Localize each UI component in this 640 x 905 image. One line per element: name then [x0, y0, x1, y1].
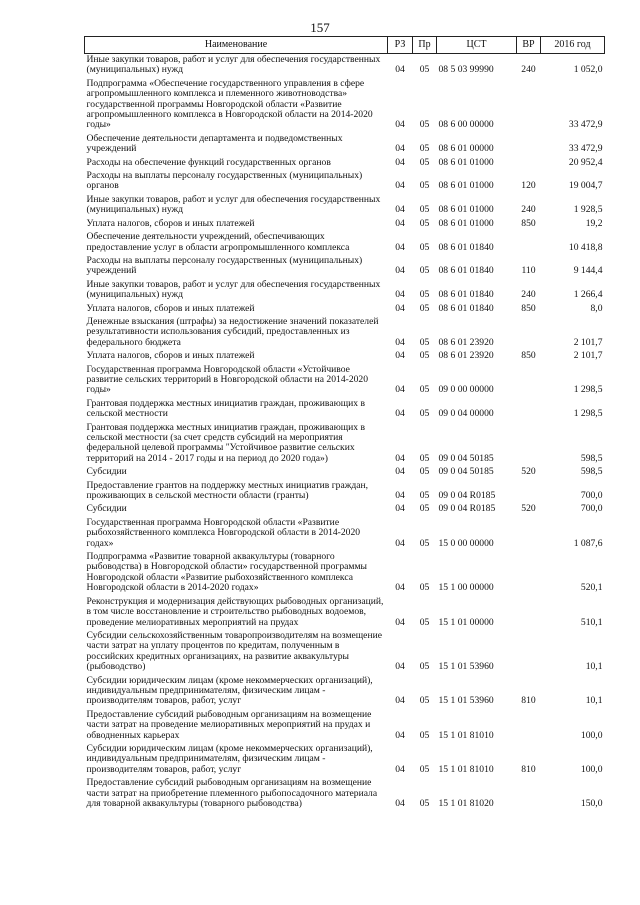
- row-pr: 05: [419, 537, 430, 549]
- row-pr: 05: [419, 156, 430, 168]
- row-value: 598,5: [580, 452, 603, 464]
- row-pr: 05: [419, 616, 430, 628]
- row-name: Иные закупки товаров, работ и услуг для обеспечения государственных (муниципальных) нужд: [86, 278, 381, 301]
- row-name: Субсидии: [86, 466, 127, 478]
- row-name: Подпрограмма «Обеспечение государственного управления в сфере агропромышленного комплекса и племенного животноводства» государственной программы Новгородской области «Развитие агропромышленного комплекса в Новгородской области на 2014-2020 годы»: [86, 77, 373, 131]
- table-row: [85, 480, 605, 504]
- row-cst: 08 6 01 01840: [438, 302, 494, 314]
- row-rz: 04: [395, 798, 405, 809]
- row-cst: 09 0 00 00000: [438, 384, 494, 396]
- header-name: Наименование: [85, 37, 388, 54]
- row-rz: 04: [395, 582, 405, 594]
- table-row: [85, 743, 605, 777]
- table-row: [85, 303, 605, 316]
- row-vr: [517, 398, 541, 422]
- row-value: 700,0: [580, 490, 603, 502]
- row-pr: 05: [419, 695, 430, 707]
- row-value: 100,0: [580, 763, 603, 775]
- table-row: [85, 78, 605, 133]
- row-vr: 240: [521, 64, 536, 76]
- row-rz: 04: [395, 490, 405, 502]
- row-value: 20 952,4: [568, 156, 603, 168]
- row-vr: [517, 630, 541, 675]
- row-name: Предоставление грантов на поддержку местных инициатив граждан, проживающих в сельской местности области (гранты): [86, 479, 369, 502]
- row-name: Грантовая поддержка местных инициатив граждан, проживающих в сельской местности: [86, 397, 365, 420]
- row-cst: 08 6 01 01000: [438, 204, 494, 216]
- row-rz: 04: [395, 302, 405, 314]
- row-name: Субсидии: [86, 503, 127, 515]
- row-pr: 05: [419, 798, 430, 809]
- row-rz: 04: [395, 336, 405, 348]
- row-rz: 04: [395, 408, 405, 420]
- table-row: [85, 364, 605, 398]
- row-vr: [517, 551, 541, 596]
- row-name: Субсидии юридическим лицам (кроме некоммерческих организаций), индивидуальным предпринимателям, физическим лицам - производителям товаров, работ, услуг: [86, 742, 373, 775]
- row-value: 2 101,7: [573, 350, 603, 362]
- row-name: Денежные взыскания (штрафы) за недостижение значений показателей результативности использования субсидий, предоставленных из федерального бюджета: [86, 315, 379, 348]
- row-rz: 04: [395, 265, 405, 277]
- row-pr: 05: [419, 143, 430, 155]
- row-name: Уплата налогов, сборов и иных платежей: [86, 302, 255, 314]
- table-row: [85, 350, 605, 363]
- row-rz: 04: [395, 217, 405, 229]
- row-pr: 05: [419, 180, 430, 192]
- table-row: [85, 466, 605, 479]
- row-cst: 15 1 01 00000: [438, 616, 494, 628]
- table-row: [85, 218, 605, 231]
- table-row: [85, 157, 605, 170]
- row-vr: [517, 422, 541, 467]
- row-value: 598,5: [580, 466, 603, 478]
- row-name: Расходы на выплаты персоналу государственных (муниципальных) учреждений: [86, 254, 363, 277]
- row-rz: 04: [395, 204, 405, 216]
- row-value: 19 004,7: [568, 180, 603, 192]
- table-row: [85, 422, 605, 467]
- row-vr: 850: [521, 302, 536, 314]
- header-vr: ВР: [517, 37, 541, 54]
- row-cst: 15 1 01 53960: [438, 661, 494, 673]
- row-name: Уплата налогов, сборов и иных платежей: [86, 350, 255, 362]
- row-name: Предоставление субсидий рыбоводным организациям на возмещение части затрат на проведение мелиоративных мероприятий на прудах и обводненных карьерах: [86, 708, 372, 741]
- row-rz: 04: [395, 503, 405, 515]
- row-pr: 05: [419, 582, 430, 594]
- row-value: 1 298,5: [573, 408, 603, 420]
- row-name: Иные закупки товаров, работ и услуг для обеспечения государственных (муниципальных) нужд: [86, 193, 381, 216]
- row-value: 510,1: [580, 616, 603, 628]
- row-name: Реконструкция и модернизация действующих рыбоводных организаций, в том числе восстановление и строительство рыбоводных водоемов, проведение мелиоративных мероприятий на прудах: [86, 595, 384, 628]
- table-row: [85, 630, 605, 675]
- budget-table: [84, 36, 605, 811]
- row-vr: 240: [521, 204, 536, 216]
- row-rz: 04: [395, 695, 405, 707]
- row-name: Обеспечение деятельности учреждений, обеспечивающих предоставление услуг в области агропромышленного комплекса: [86, 231, 350, 253]
- row-vr: [517, 78, 541, 133]
- row-vr: [517, 316, 541, 350]
- row-vr: [517, 709, 541, 743]
- row-cst: 08 6 01 01000: [438, 217, 494, 229]
- row-cst: 08 6 01 23920: [438, 350, 494, 362]
- table-row: [85, 596, 605, 630]
- row-value: 10 418,8: [568, 241, 603, 253]
- row-cst: 08 6 01 23920: [438, 336, 494, 348]
- row-cst: 15 1 01 81010: [438, 763, 494, 775]
- row-vr: 520: [521, 503, 536, 515]
- row-cst: 08 6 01 01840: [438, 289, 494, 301]
- row-name: Субсидии сельскохозяйственным товаропроизводителям на возмещение части затрат на уплату процентов по кредитам, полученным в российских кредитных организациях, на развитие аквакультуры (рыбоводство): [86, 629, 382, 673]
- row-rz: 04: [395, 729, 405, 741]
- row-value: 33 472,9: [568, 143, 603, 155]
- row-value: 19,2: [585, 217, 603, 229]
- row-value: 1 087,6: [573, 537, 603, 549]
- table-row: [85, 255, 605, 279]
- row-name: Предоставление субсидий рыбоводным организациям на возмещение части затрат на приобретение племенного рыбопосадочного материала для товарной аквакультуры (товарного рыбоводства): [86, 777, 378, 809]
- row-vr: [517, 157, 541, 170]
- table-row: [85, 398, 605, 422]
- row-cst: 08 6 01 01000: [438, 180, 494, 192]
- row-rz: 04: [395, 384, 405, 396]
- row-name: Подпрограмма «Развитие товарной аквакультуры (товарного рыбоводства) в Новгородской области» государственной программы Новгородской области «Развитие рыбохозяйственного комплекса Новгородской области в 2014-2020 годах»: [86, 551, 367, 594]
- row-vr: [517, 777, 541, 811]
- row-pr: 05: [419, 452, 430, 464]
- row-cst: 08 6 01 01840: [438, 265, 494, 277]
- row-name: Расходы на обеспечение функций государственных органов: [86, 156, 331, 168]
- row-cst: 15 1 01 81010: [438, 729, 494, 741]
- row-name: Государственная программа Новгородской области «Устойчивое развитие сельских территорий в Новгородской области на 2014-2020 годы»: [86, 363, 369, 396]
- row-pr: 05: [419, 384, 430, 396]
- row-rz: 04: [395, 763, 405, 775]
- row-pr: 05: [419, 265, 430, 277]
- row-cst: 08 5 03 99990: [438, 64, 494, 76]
- row-name: Иные закупки товаров, работ и услуг для обеспечения государственных (муниципальных) нужд: [86, 54, 381, 76]
- row-pr: 05: [419, 350, 430, 362]
- row-pr: 05: [419, 466, 430, 478]
- table-row: [85, 517, 605, 551]
- row-name: Государственная программа Новгородской области «Развитие рыбохозяйственного комплекса Новгородской области в 2014-2020 годах»: [86, 516, 361, 549]
- row-value: 10,1: [585, 661, 603, 673]
- row-pr: 05: [419, 336, 430, 348]
- row-vr: 110: [521, 265, 536, 277]
- row-pr: 05: [419, 763, 430, 775]
- row-value: 1 298,5: [573, 384, 603, 396]
- row-vr: 850: [521, 217, 536, 229]
- row-value: 1 266,4: [573, 289, 603, 301]
- row-pr: 05: [419, 408, 430, 420]
- row-value: 520,1: [580, 582, 603, 594]
- row-value: 1 928,5: [573, 204, 603, 216]
- row-value: 10,1: [585, 695, 603, 707]
- row-rz: 04: [395, 241, 405, 253]
- table-row: [85, 551, 605, 596]
- row-value: 1 052,0: [573, 64, 603, 76]
- row-rz: 04: [395, 537, 405, 549]
- row-value: 100,0: [580, 729, 603, 741]
- row-cst: 09 0 04 50185: [438, 452, 494, 464]
- row-cst: 15 1 00 00000: [438, 582, 494, 594]
- row-cst: 09 0 04 00000: [438, 408, 494, 420]
- row-name: Субсидии юридическим лицам (кроме некоммерческих организаций), индивидуальным предпринимателям, физическим лицам - производителям товаров, работ, услуг: [86, 674, 373, 707]
- row-vr: [517, 364, 541, 398]
- row-pr: 05: [419, 241, 430, 253]
- row-name: Грантовая поддержка местных инициатив граждан, проживающих в сельской местности (за счет средств субсидий на мероприятия федеральной целевой программы "Устойчивое развитие сельских территорий на 2014 - 2017 годы и на период до 2020 года»): [86, 421, 365, 464]
- row-rz: 04: [395, 616, 405, 628]
- row-pr: 05: [419, 661, 430, 673]
- row-pr: 05: [419, 119, 430, 131]
- row-cst: 09 0 04 R0185: [438, 490, 496, 502]
- row-vr: 810: [521, 695, 536, 707]
- header-year: 2016 год: [541, 37, 605, 54]
- row-value: 700,0: [580, 503, 603, 515]
- row-vr: 850: [521, 350, 536, 362]
- row-vr: [517, 480, 541, 504]
- row-cst: 15 1 01 81020: [438, 798, 494, 809]
- row-cst: 08 6 01 01000: [438, 156, 494, 168]
- row-value: 33 472,9: [568, 119, 603, 131]
- row-name: Обеспечение деятельности департамента и подведомственных учреждений: [86, 132, 343, 155]
- row-rz: 04: [395, 119, 405, 131]
- row-vr: [517, 596, 541, 630]
- row-vr: [517, 517, 541, 551]
- row-rz: 04: [395, 180, 405, 192]
- row-pr: 05: [419, 204, 430, 216]
- row-value: 2 101,7: [573, 336, 603, 348]
- row-pr: 05: [419, 289, 430, 301]
- page-number: 157: [310, 20, 330, 35]
- table-row: [85, 231, 605, 255]
- row-vr: 810: [521, 763, 536, 775]
- row-cst: 09 0 04 50185: [438, 466, 494, 478]
- row-cst: 08 6 01 00000: [438, 143, 494, 155]
- row-cst: 08 6 01 01840: [438, 241, 494, 253]
- row-pr: 05: [419, 503, 430, 515]
- table-row: [85, 503, 605, 516]
- row-rz: 04: [395, 466, 405, 478]
- row-pr: 05: [419, 302, 430, 314]
- row-name: Расходы на выплаты персоналу государственных (муниципальных) органов: [86, 170, 363, 192]
- row-vr: 240: [521, 289, 536, 301]
- table-row: [85, 194, 605, 218]
- table-row: [85, 675, 605, 709]
- table-row: [85, 279, 605, 303]
- row-value: 150,0: [580, 798, 603, 809]
- row-rz: 04: [395, 156, 405, 168]
- table-row: [85, 170, 605, 194]
- row-rz: 04: [395, 64, 405, 76]
- row-value: 9 144,4: [573, 265, 603, 277]
- row-cst: 15 0 00 00000: [438, 537, 494, 549]
- table-row: [85, 777, 605, 811]
- header-pr: Пр: [413, 37, 437, 54]
- table-row: [85, 316, 605, 350]
- row-vr: 520: [521, 466, 536, 478]
- row-vr: [517, 231, 541, 255]
- row-cst: 15 1 01 53960: [438, 695, 494, 707]
- header-rz: РЗ: [388, 37, 413, 54]
- row-pr: 05: [419, 217, 430, 229]
- row-vr: [517, 133, 541, 157]
- row-rz: 04: [395, 350, 405, 362]
- row-value: 8,0: [590, 302, 603, 314]
- table-row: [85, 133, 605, 157]
- row-rz: 04: [395, 289, 405, 301]
- row-vr: 120: [521, 180, 536, 192]
- table-row: [85, 54, 605, 78]
- table-row: [85, 709, 605, 743]
- row-pr: 05: [419, 729, 430, 741]
- table-header-row: [85, 37, 605, 54]
- row-rz: 04: [395, 143, 405, 155]
- row-pr: 05: [419, 64, 430, 76]
- row-rz: 04: [395, 452, 405, 464]
- row-cst: 09 0 04 R0185: [438, 503, 496, 515]
- row-name: Уплата налогов, сборов и иных платежей: [86, 217, 255, 229]
- row-cst: 08 6 00 00000: [438, 119, 494, 131]
- row-rz: 04: [395, 661, 405, 673]
- row-pr: 05: [419, 490, 430, 502]
- header-cst: ЦСТ: [437, 37, 517, 54]
